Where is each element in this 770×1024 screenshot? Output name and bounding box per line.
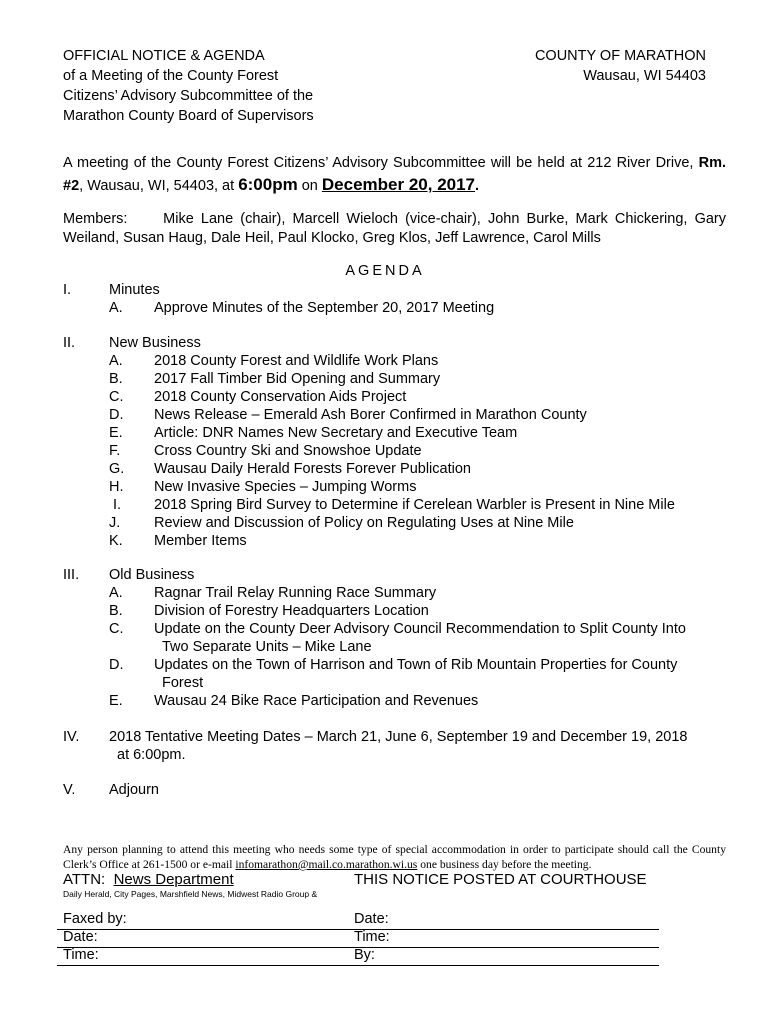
section-title-continuation: at 6:00pm. [117, 747, 186, 763]
attn-recipient: News Department [113, 871, 234, 888]
form-row [57, 947, 659, 966]
county-name: COUNTY OF MARATHON [534, 48, 706, 64]
section-number: I. [63, 282, 72, 298]
header-line: of a Meeting of the County Forest [63, 68, 279, 84]
header-line: Citizens’ Advisory Subcommittee of the [63, 88, 314, 104]
header-line: OFFICIAL NOTICE & AGENDA [63, 48, 265, 64]
distribution-list: Daily Herald, City Pages, Marshfield News, Midwest Radio Group & [63, 889, 318, 899]
agenda-title: AGENDA [345, 263, 425, 279]
meeting-time: 6:00pm [238, 175, 298, 194]
attn-line: ATTN: News Department [63, 871, 234, 888]
form-label: Time: [354, 929, 390, 945]
form-label: By: [354, 947, 375, 963]
section-number: IV. [63, 729, 80, 745]
meeting-intro: A meeting of the County Forest Citizens’ Advisory Subcommittee will be held at 212 River Drive, Rm. #2, Wausau, WI, 54403, at 6:00pm on December 20, 2017. [63, 155, 726, 194]
county-address: Wausau, WI 54403 [583, 68, 706, 84]
section-title: 2018 Tentative Meeting Dates – March 21, June 6, September 19 and December 19, 2018 [109, 729, 688, 745]
county-header-right [535, 46, 706, 86]
accommodation-notice: Any person planning to attend this meeting who needs some type of special accommodation in order to participate should call the County Clerk’s Office at 261-1500 or e-mail infomarathon@mail.co.marathon.wi.us one business day before the meeting. [63, 843, 726, 871]
header-line: Marathon County Board of Supervisors [63, 108, 314, 124]
members-names: Mike Lane (chair), Marcell Wieloch (vice-chair), John Burke, Mark Chickering, Gary Weiland, Susan Haug, Dale Heil, Paul Klocko, Greg Klos, Jeff Lawrence, Carol Mills [63, 211, 726, 246]
members-label: Members: [63, 211, 128, 227]
section-number: III. [63, 567, 80, 583]
section-title: New Business [109, 335, 201, 351]
form-row [57, 929, 659, 948]
section-title: Minutes [109, 282, 160, 298]
section-title: Old Business [109, 567, 195, 583]
notice-header-left [63, 46, 314, 126]
section-title: Adjourn [109, 782, 159, 798]
posted-notice: THIS NOTICE POSTED AT COURTHOUSE [354, 871, 647, 888]
form-row [57, 911, 659, 930]
section-number: V. [63, 782, 76, 798]
form-label: Date: [354, 911, 389, 927]
meeting-date: December 20, 2017 [321, 175, 476, 194]
meeting-room: Rm. #2 [63, 155, 726, 194]
form-label: Time: [63, 947, 99, 963]
form-label: Date: [63, 929, 98, 945]
clerk-email-link[interactable]: infomarathon@mail.co.marathon.wi.us [235, 858, 418, 871]
section-number: II. [63, 335, 76, 351]
members-list [63, 210, 726, 248]
form-label: Faxed by: [63, 911, 127, 927]
